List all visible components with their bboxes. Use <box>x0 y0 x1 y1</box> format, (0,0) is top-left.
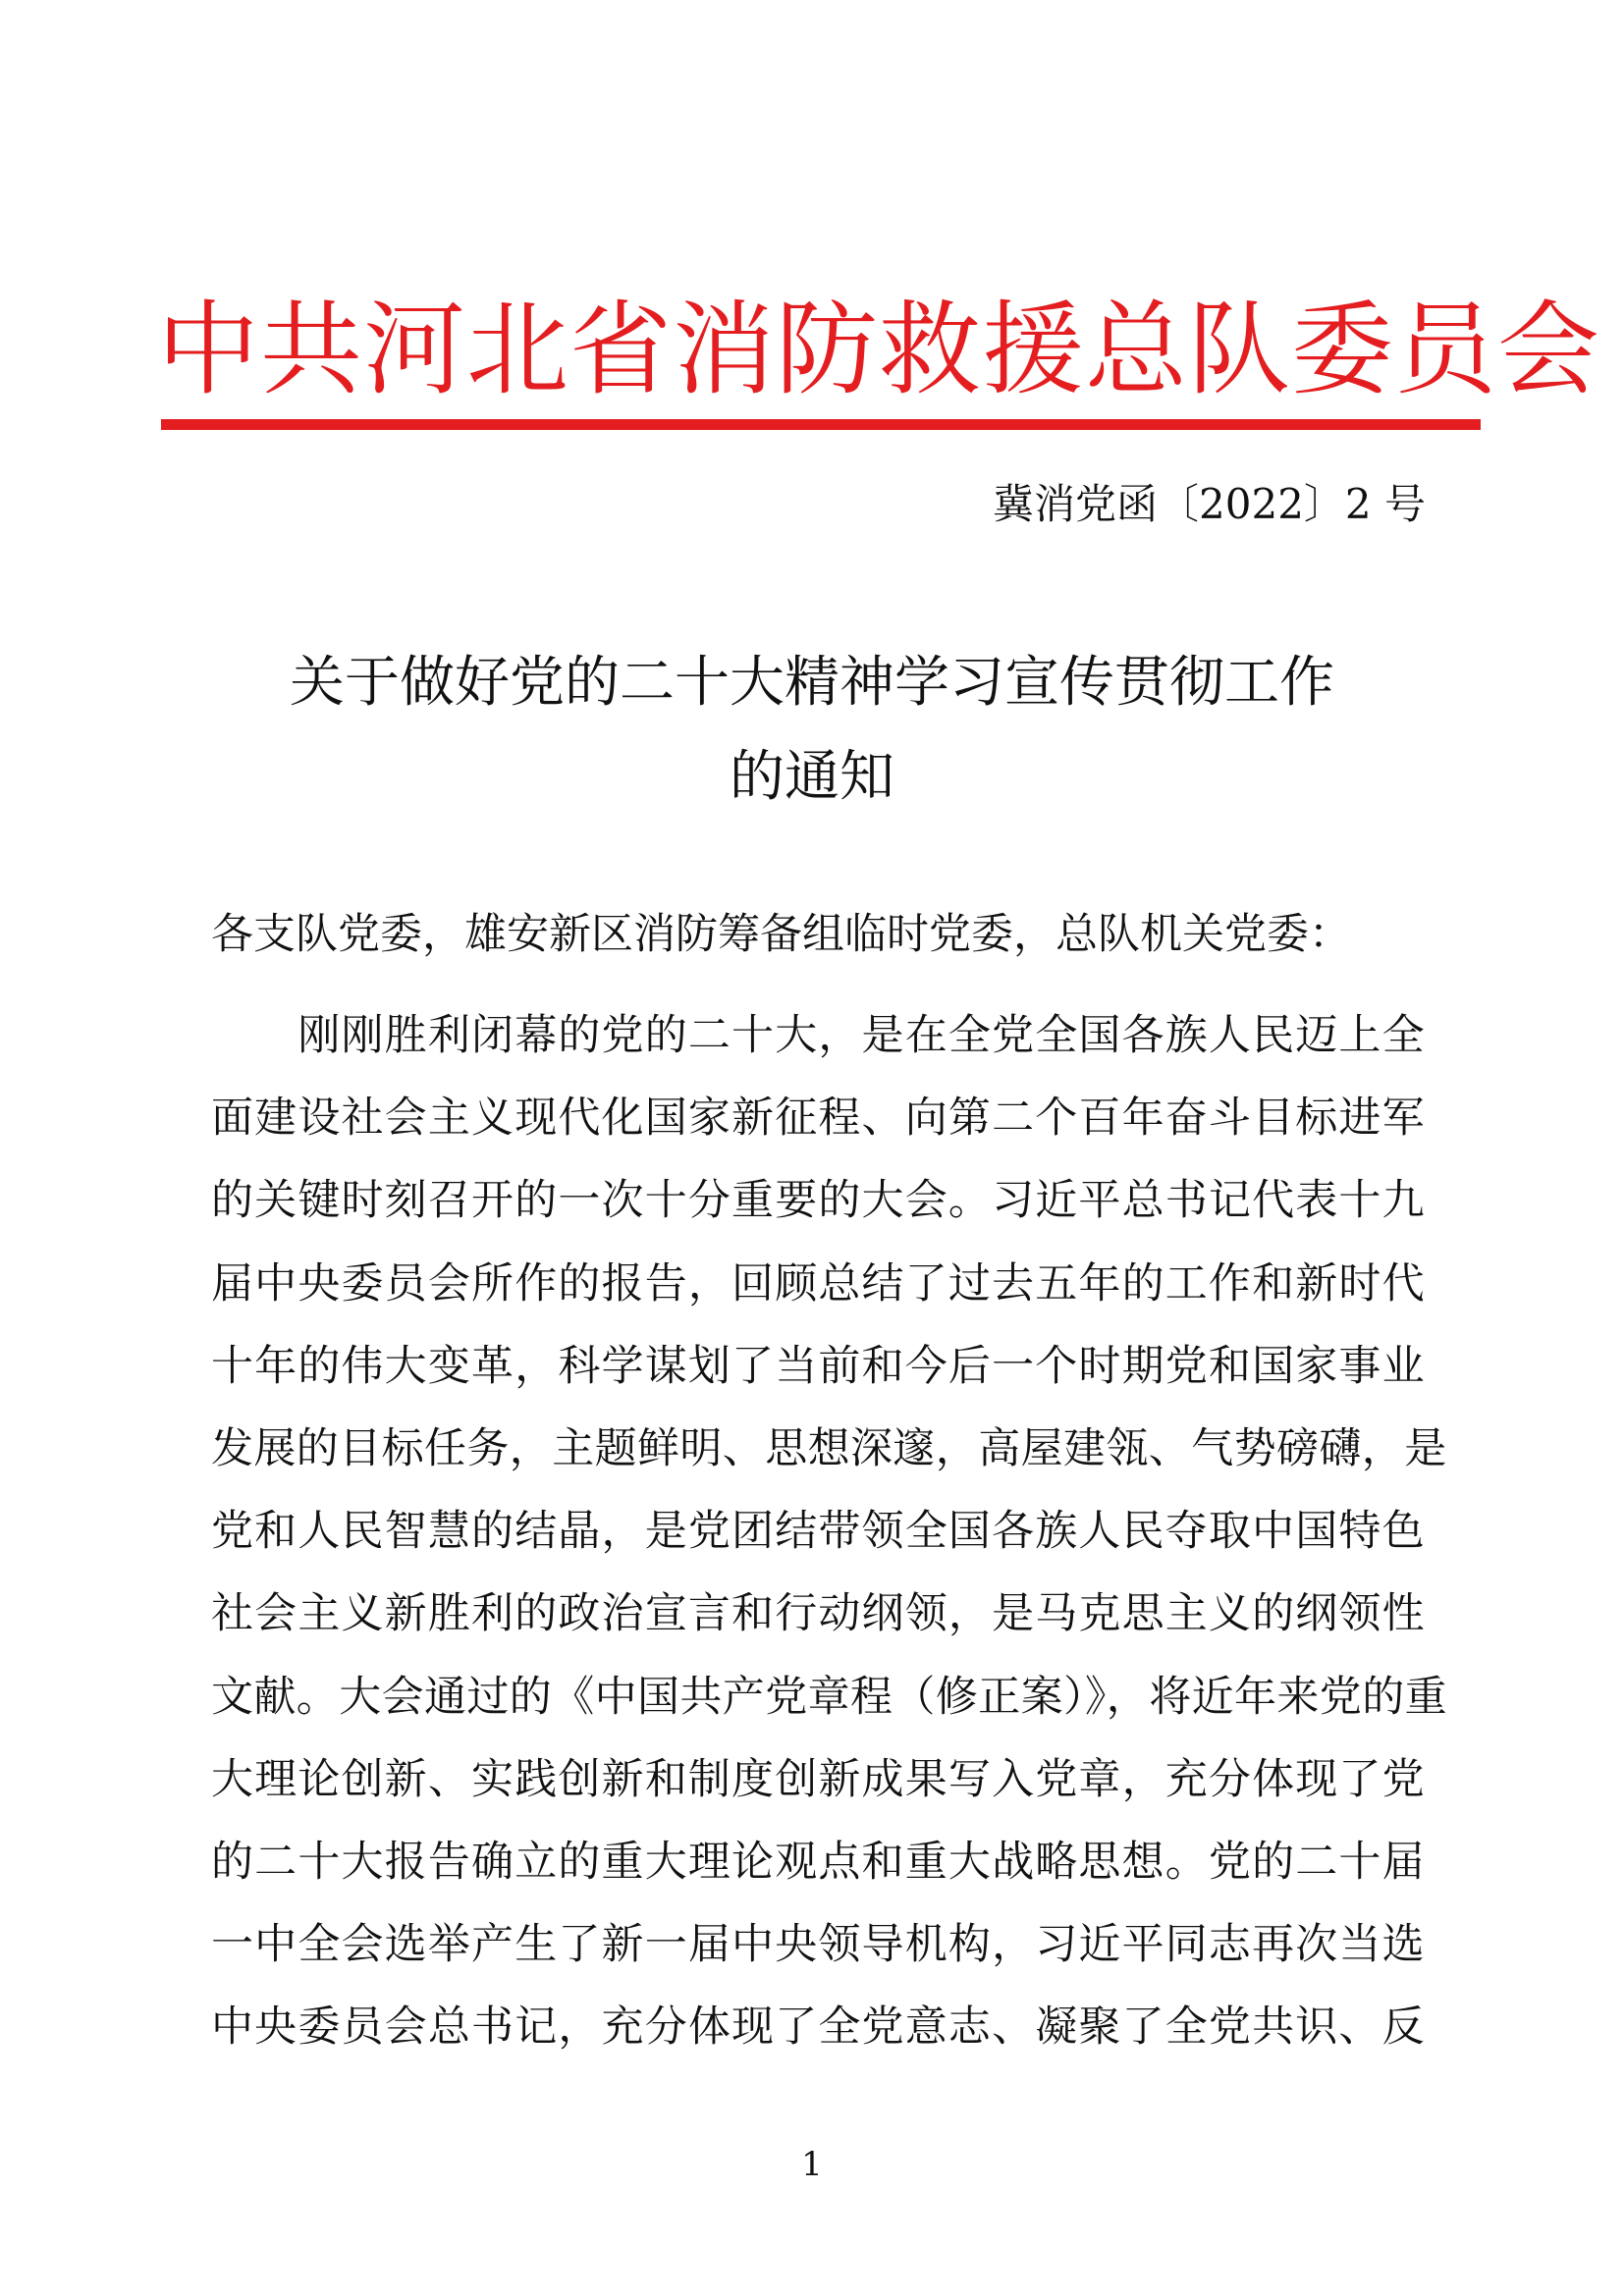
document-title-line-1: 关于做好党的二十大精神学习宣传贯彻工作 <box>290 651 1334 715</box>
body-line: 十年的伟大变革，科学谋划了当前和今后一个时期党和国家事业 <box>211 1341 1425 1391</box>
salutation: 各支队党委，雄安新区消防筹备组临时党委，总队机关党委： <box>211 910 1351 959</box>
body-line: 发展的目标任务，主题鲜明、思想深邃，高屋建瓴、气势磅礴，是 <box>211 1423 1447 1473</box>
body-line: 文献。大会通过的《中国共产党章程（修正案）》，将近年来党的重 <box>211 1672 1447 1722</box>
body-line: 大理论创新、实践创新和制度创新成果写入党章，充分体现了党 <box>211 1754 1425 1804</box>
document-title-line-2: 的通知 <box>730 745 894 809</box>
body-line: 的关键时刻召开的一次十分重要的大会。习近平总书记代表十九 <box>211 1176 1425 1226</box>
body-line: 社会主义新胜利的政治宣言和行动纲领，是马克思主义的纲领性 <box>211 1589 1425 1639</box>
organization-header: 中共河北省消防救援总队委员会 <box>157 290 1601 409</box>
body-line: 党和人民智慧的结晶，是党团结带领全国各族人民夺取中国特色 <box>211 1507 1425 1557</box>
body-paragraph <box>211 994 1447 2068</box>
document-number: 冀消党函〔2022〕2 号 <box>993 480 1426 528</box>
body-line: 届中央委员会所作的报告，回顾总结了过去五年的工作和新时代 <box>211 1258 1425 1308</box>
red-divider-line <box>161 419 1481 430</box>
body-line: 的二十大报告确立的重大理论观点和重大战略思想。党的二十届 <box>211 1837 1425 1887</box>
body-line: 中央委员会总书记，充分体现了全党意志、凝聚了全党共识、反 <box>211 2002 1425 2053</box>
body-line: 面建设社会主义现代化国家新征程、向第二个百年奋斗目标进军 <box>211 1094 1425 1144</box>
body-line: 一中全会选举产生了新一届中央领导机构，习近平同志再次当选 <box>211 1920 1425 1970</box>
body-line: 刚刚胜利闭幕的党的二十大，是在全党全国各族人民迈上全 <box>211 1011 1425 1060</box>
document-title <box>196 636 1428 825</box>
page-number: 1 <box>801 2145 823 2184</box>
